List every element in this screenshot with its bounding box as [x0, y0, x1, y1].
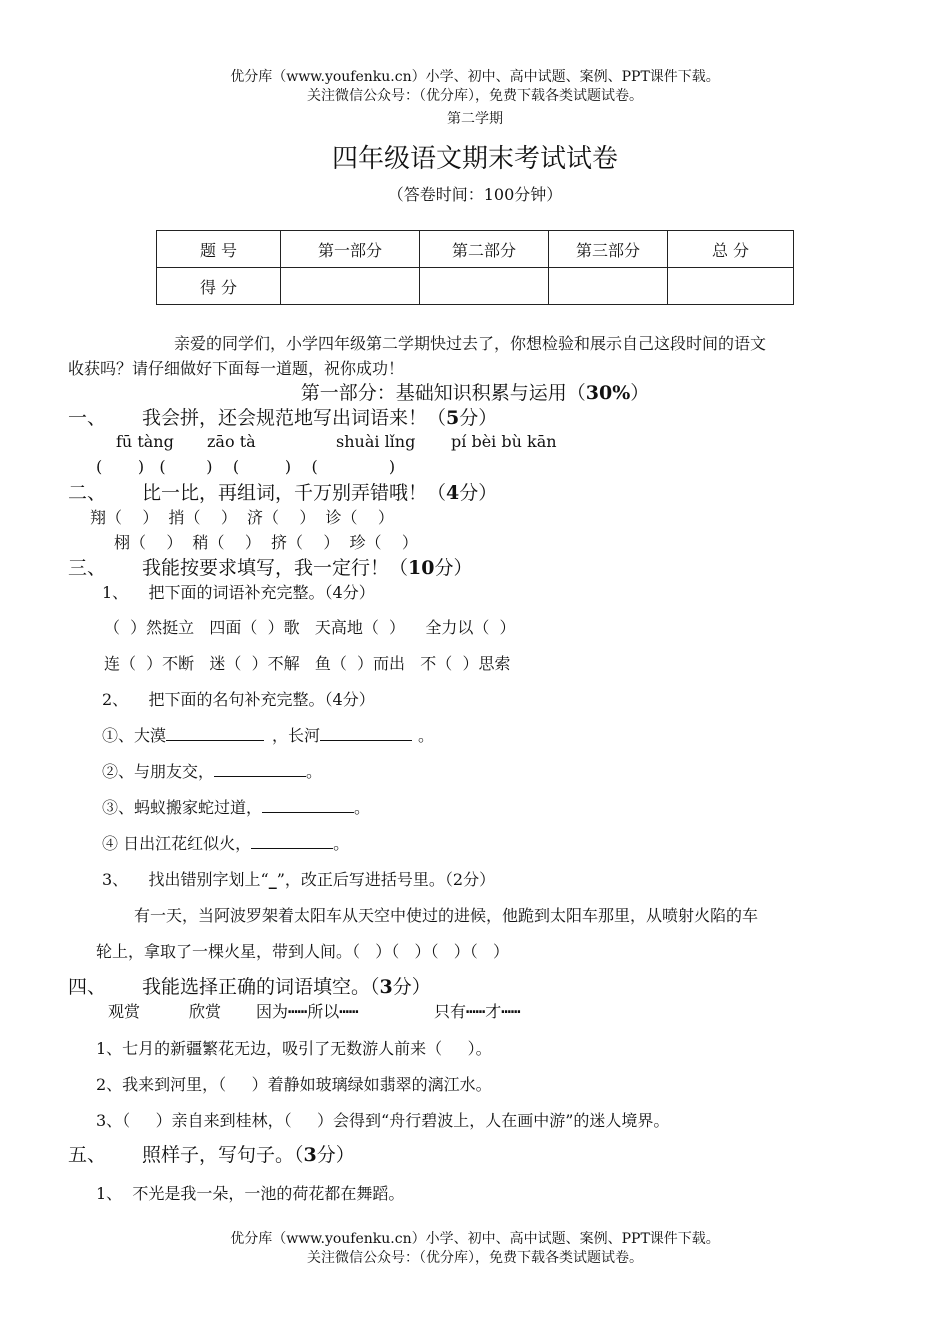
- q1-heading: [68, 403, 497, 430]
- q3-number: 三、: [68, 557, 107, 579]
- q1-number: 一、: [68, 407, 107, 429]
- q4-item-1[interactable]: 1、七月的新疆繁花无边，吸引了无数游人前来（ ）。: [96, 1039, 492, 1058]
- q3-sub3-passage-2[interactable]: 轮上，拿取了一棵火星，带到人间。（ ）（ ）（ ）（ ）: [96, 942, 510, 961]
- score-header-cell: 题 号: [157, 231, 281, 268]
- q3-unit: 分）: [434, 557, 473, 579]
- q1-unit: 分）: [459, 407, 498, 429]
- q3-sub1-instruction: 1、 把下面的词语补充完整。（4分）: [102, 583, 375, 602]
- q2-text: 比一比，再组词，千万别弄错哦！（: [142, 482, 447, 504]
- q5-heading: [68, 1140, 355, 1167]
- q2-unit: 分）: [459, 482, 498, 504]
- header-line-1: 优分库（www.youfenku.cn）小学、初中、高中试题、案例、PPT课件下载。: [230, 69, 720, 85]
- q5-unit: 分）: [316, 1144, 355, 1166]
- q3-sub2-line-c: [102, 795, 370, 818]
- q1-score: 5: [446, 407, 460, 429]
- part1-suffix: ）: [630, 382, 650, 404]
- q3-sub2-instruction: 2、 把下面的名句补充完整。（4分）: [102, 690, 375, 709]
- q4-option-3: 因为┅┅所以┅┅: [256, 1002, 359, 1021]
- q2-row-2[interactable]: 栩（ ） 稍（ ） 挤（ ） 珍（ ）: [114, 533, 418, 552]
- q2-score: 4: [446, 482, 460, 504]
- q1-pinyin-4: pí bèi bù kān: [451, 432, 557, 451]
- q3-sub2-c-blank[interactable]: [262, 796, 354, 813]
- part1-prefix: 第一部分：基础知识积累与运用（: [300, 382, 586, 404]
- intro-line-1: 亲爱的同学们，小学四年级第二学期快过去了，你想检验和展示自己这段时间的语文: [174, 334, 767, 353]
- score-cell-total[interactable]: [668, 268, 794, 305]
- q3-sub1-row-2[interactable]: 连（ ）不断 迷（ ）不解 鱼（ ）而出 不（ ）思索: [104, 654, 511, 673]
- score-header-cell: 总 分: [668, 231, 794, 268]
- part1-heading: [0, 378, 950, 405]
- intro-line-2: 收获吗？请仔细做好下面每一道题，祝你成功！: [68, 359, 405, 378]
- score-table-score-row: [157, 268, 794, 305]
- time-note: （答卷时间：100分钟）: [387, 185, 563, 204]
- score-table-header-row: [157, 231, 794, 268]
- score-header-cell: 第三部分: [549, 231, 668, 268]
- header-line-2: 关注微信公众号：（优分库），免费下载各类试题试卷。: [307, 88, 643, 104]
- q4-score: 3: [379, 976, 393, 998]
- score-cell-part3[interactable]: [549, 268, 668, 305]
- q1-pinyin-1: fū tàng: [116, 432, 174, 451]
- q3-sub2-c-text: ③、蚂蚁搬家蛇过道，: [102, 798, 263, 817]
- score-cell-part2[interactable]: [420, 268, 549, 305]
- q3-sub3-text-a: 3、 找出错别字划上“: [102, 870, 269, 889]
- q3-sub2-a-blank-2[interactable]: [320, 724, 412, 741]
- q4-item-3[interactable]: 3、（ ）亲自来到桂林，（ ）会得到“舟行碧波上，人在画中游”的迷人境界。: [96, 1111, 670, 1130]
- q4-option-2: 欣赏: [189, 1002, 222, 1021]
- q3-sub2-line-a: [102, 723, 434, 746]
- q3-sub2-d-text: ④ 日出江花红似火，: [102, 834, 252, 853]
- q3-sub2-a-text-2: ，长河: [272, 726, 321, 745]
- q3-sub3-mark: _: [268, 870, 277, 889]
- q3-text: 我能按要求填写，我一定行！（: [142, 557, 409, 579]
- q4-number: 四、: [68, 976, 107, 998]
- q3-sub3-instruction: [102, 867, 495, 890]
- q1-text: 我会拼，还会规范地写出词语来！（: [142, 407, 447, 429]
- q2-number: 二、: [68, 482, 107, 504]
- q4-option-4: 只有┅┅才┅┅: [434, 1002, 521, 1021]
- q3-sub2-a-text: ①、大漠: [102, 726, 167, 745]
- score-row-label: 得 分: [157, 268, 281, 305]
- q3-heading: [68, 553, 473, 580]
- score-table: [156, 230, 794, 305]
- q3-sub2-a-blank-1[interactable]: [166, 724, 264, 741]
- q3-score: 10: [408, 557, 435, 579]
- q2-row-1[interactable]: 翔（ ） 捎（ ） 济（ ） 诊（ ）: [90, 508, 394, 527]
- q3-sub3-passage-1: 有一天，当阿波罗架着太阳车从天空中使过的进候，他跪到太阳车那里，从喷射火陷的车: [134, 906, 759, 925]
- score-header-cell: 第一部分: [281, 231, 420, 268]
- q3-sub2-b-text: ②、与朋友交，: [102, 762, 215, 781]
- q4-heading: [68, 972, 431, 999]
- q3-sub2-a-end: 。: [418, 726, 435, 745]
- q3-sub2-d-end: 。: [333, 834, 350, 853]
- q2-heading: [68, 478, 497, 505]
- q4-unit: 分）: [392, 976, 431, 998]
- q5-text: 照样子，写句子。（: [142, 1144, 304, 1166]
- q3-sub2-line-b: [102, 759, 322, 782]
- q3-sub1-row-1[interactable]: （ ）然挺立 四面（ ）歌 天高地（ ） 全力以（ ）: [104, 618, 516, 637]
- score-header-cell: 第二部分: [420, 231, 549, 268]
- q1-pinyin-3: shuài lǐng: [336, 432, 416, 451]
- footer-line-1: 优分库（www.youfenku.cn）小学、初中、高中试题、案例、PPT课件下载。: [230, 1231, 720, 1247]
- q4-text: 我能选择正确的词语填空。（: [142, 976, 380, 998]
- q4-item-2[interactable]: 2、我来到河里，（ ）着静如玻璃绿如翡翠的漓江水。: [96, 1075, 492, 1094]
- part1-percent: 30%: [585, 382, 631, 404]
- q5-number: 五、: [68, 1144, 107, 1166]
- q4-option-1: 观赏: [108, 1002, 141, 1021]
- footer-line-2: 关注微信公众号：（优分库），免费下载各类试题试卷。: [307, 1250, 643, 1266]
- page-title: 四年级语文期末考试试卷: [331, 144, 618, 174]
- q3-sub3-text-b: ”，改正后写进括号里。（2分）: [276, 870, 496, 889]
- q5-item-1: 1、 不光是我一朵，一池的荷花都在舞蹈。: [96, 1184, 405, 1203]
- q5-score: 3: [303, 1144, 317, 1166]
- q3-sub2-b-blank[interactable]: [214, 760, 306, 777]
- q3-sub2-d-blank[interactable]: [251, 832, 333, 849]
- q3-sub2-c-end: 。: [354, 798, 371, 817]
- q3-sub2-line-d: [102, 831, 349, 854]
- q3-sub2-b-end: 。: [306, 762, 323, 781]
- score-cell-part1[interactable]: [281, 268, 420, 305]
- q1-answer-brackets[interactable]: ( ) ( ) ( ) ( ): [96, 457, 396, 476]
- semester-label: 第二学期: [447, 111, 503, 127]
- q1-pinyin-2: zāo tà: [207, 432, 256, 451]
